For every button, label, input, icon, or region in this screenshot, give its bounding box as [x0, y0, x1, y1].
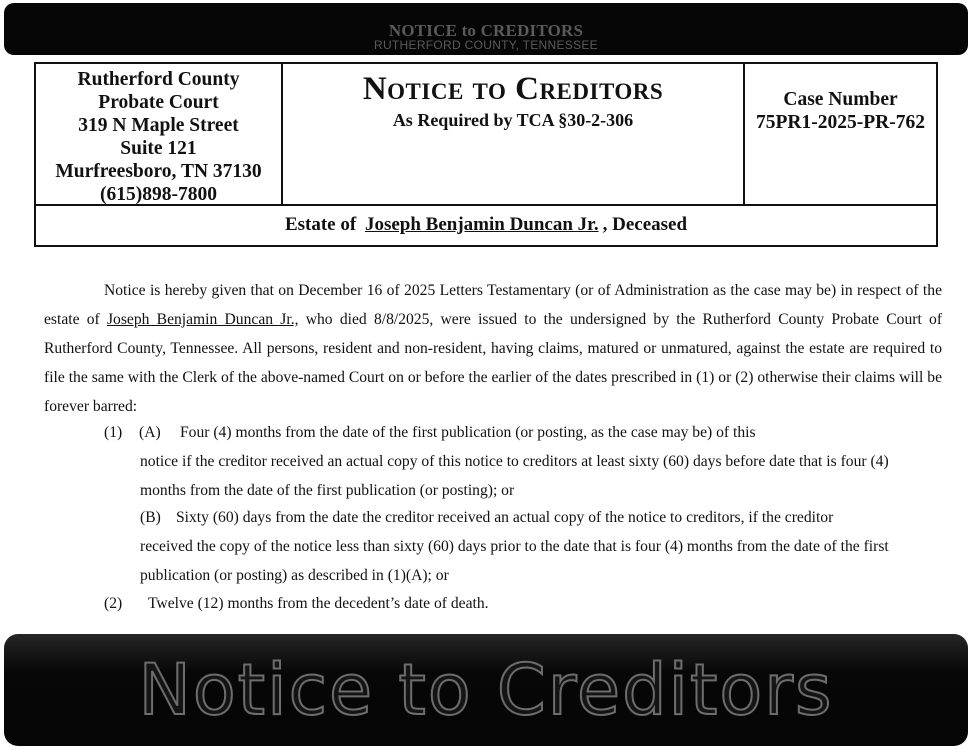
court-line: 319 N Maple Street — [78, 115, 239, 136]
body-text-a: Notice is hereby given that on December 16 of 2025 Letters Testamentary (or of Administration as the case may be) in respect of the estate of — [44, 282, 942, 328]
estate-prefix: Estate of — [284, 214, 357, 235]
estate-suffix: , Deceased — [602, 214, 688, 235]
notice-title: Notice to Creditors — [362, 71, 664, 107]
decedent-name: Joseph Benjamin Duncan Jr. — [364, 214, 599, 235]
court-phone: (615)898-7800 — [100, 184, 217, 205]
body-decedent-name: Joseph Benjamin Duncan Jr., — [106, 311, 299, 328]
item-1b-line1: Sixty (60) days from the date the creditor received an actual copy of the notice to creditors, if the creditor — [176, 509, 834, 526]
court-line: Suite 121 — [120, 138, 197, 159]
court-line: Probate Court — [98, 92, 219, 113]
notice-header-box — [34, 62, 938, 247]
notice-subtitle: As Required by TCA §30-2-306 — [392, 110, 634, 130]
item-1a-line3: months from the date of the first publication (or posting); or — [140, 482, 515, 499]
court-line: Rutherford County — [77, 69, 240, 90]
case-number: 75PR1-2025-PR-762 — [756, 112, 925, 133]
item-1b-line2: received the copy of the notice less than sixty (60) days prior to the date that is four (4) months from the date of the first — [140, 538, 889, 555]
notice-body — [44, 276, 942, 421]
item-1a-line2: notice if the creditor received an actual copy of this notice to creditors at least sixty (60) days before date that is four (4) — [140, 453, 889, 470]
item-1b-label: (B) — [140, 509, 161, 526]
banner-title: NOTICE to CREDITORS — [388, 21, 584, 40]
case-label: Case Number — [783, 89, 898, 110]
item-2-number: (2) — [104, 595, 123, 612]
court-address — [36, 64, 283, 204]
top-banner — [4, 3, 968, 55]
body-text-b: who died 8/8/2025, were issued to the undersigned by the Rutherford County Probate Court of Rutherford County, Tennessee. All persons, resident and non-resident, having claims, matured or unmatured, against the estate are required to file the same with the Clerk of the above-named Court on or before the earlier of the dates prescribed in (1) or (2) otherwise their claims will be forever barred: — [44, 311, 943, 415]
case-number-cell — [745, 64, 936, 204]
item-2-text: Twelve (12) months from the decedent’s date of death. — [148, 595, 489, 612]
banner-subtitle: RUTHERFORD COUNTY, TENNESSEE — [374, 38, 598, 52]
item-1-number: (1) — [104, 424, 123, 441]
item-1a-label: (A) — [139, 424, 161, 441]
item-1a-line1: Four (4) months from the date of the first publication (or posting, as the case may be) of this — [180, 424, 756, 441]
notice-title-cell — [283, 64, 745, 204]
estate-row — [36, 204, 936, 245]
body-paragraph — [44, 276, 942, 421]
footer-title: Notice to Creditors — [138, 649, 834, 731]
bottom-banner — [4, 634, 968, 746]
item-1b-line3: publication (or posting) as described in (1)(A); or — [140, 567, 449, 584]
court-line: Murfreesboro, TN 37130 — [55, 161, 262, 182]
